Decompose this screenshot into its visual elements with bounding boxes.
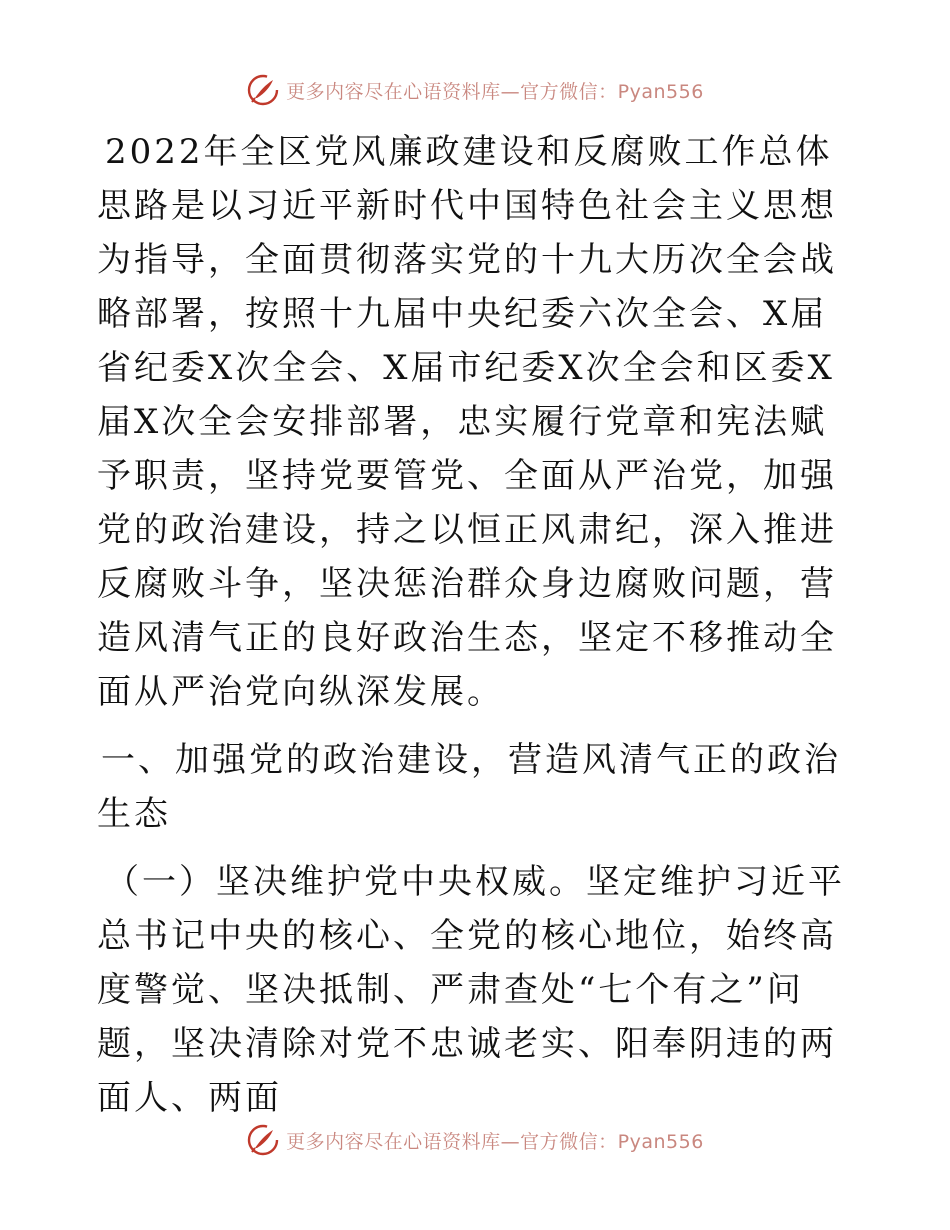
body-paragraph: （一）坚决维护党中央权威。坚定维护习近平总书记中央的核心、全党的核心地位，始终高度警觉、坚决抵制、严肃查处“七个有之”问题，坚决清除对党不忠诚老实、阳奉阴违的两面人、两面 <box>97 862 845 1118</box>
footer-watermark <box>0 1120 950 1160</box>
feather-pen-circle-icon <box>246 73 280 107</box>
section-heading: 一、加强党的政治建设，营造风清气正的政治生态 <box>97 740 841 834</box>
watermark-text: 更多内容尽在心语资料库—官方微信：Pyan556 <box>286 80 704 103</box>
intro-paragraph: 2022年全区党风廉政建设和反腐败工作总体思路是以习近平新时代中国特色社会主义思想为指导，全面贯彻落实党的十九大历次全会战略部署，按照十九届中央纪委六次全会、X届省纪委X次全会、X届市纪委X次全会和区委X届X次全会安排部署，忠实履行党章和宪法赋予职责，坚持党要管党、全面从严治党，加强党的政治建设，持之以恒正风肃纪，深入推进反腐败斗争，坚决惩治群众身边腐败问题，营造风清气正的良好政治生态，坚定不移推动全面从严治党向纵深发展。 <box>97 132 837 712</box>
watermark-text: 更多内容尽在心语资料库—官方微信：Pyan556 <box>286 1130 704 1153</box>
feather-pen-circle-icon <box>246 1123 280 1157</box>
document-body <box>97 125 857 1125</box>
header-watermark <box>0 70 950 110</box>
